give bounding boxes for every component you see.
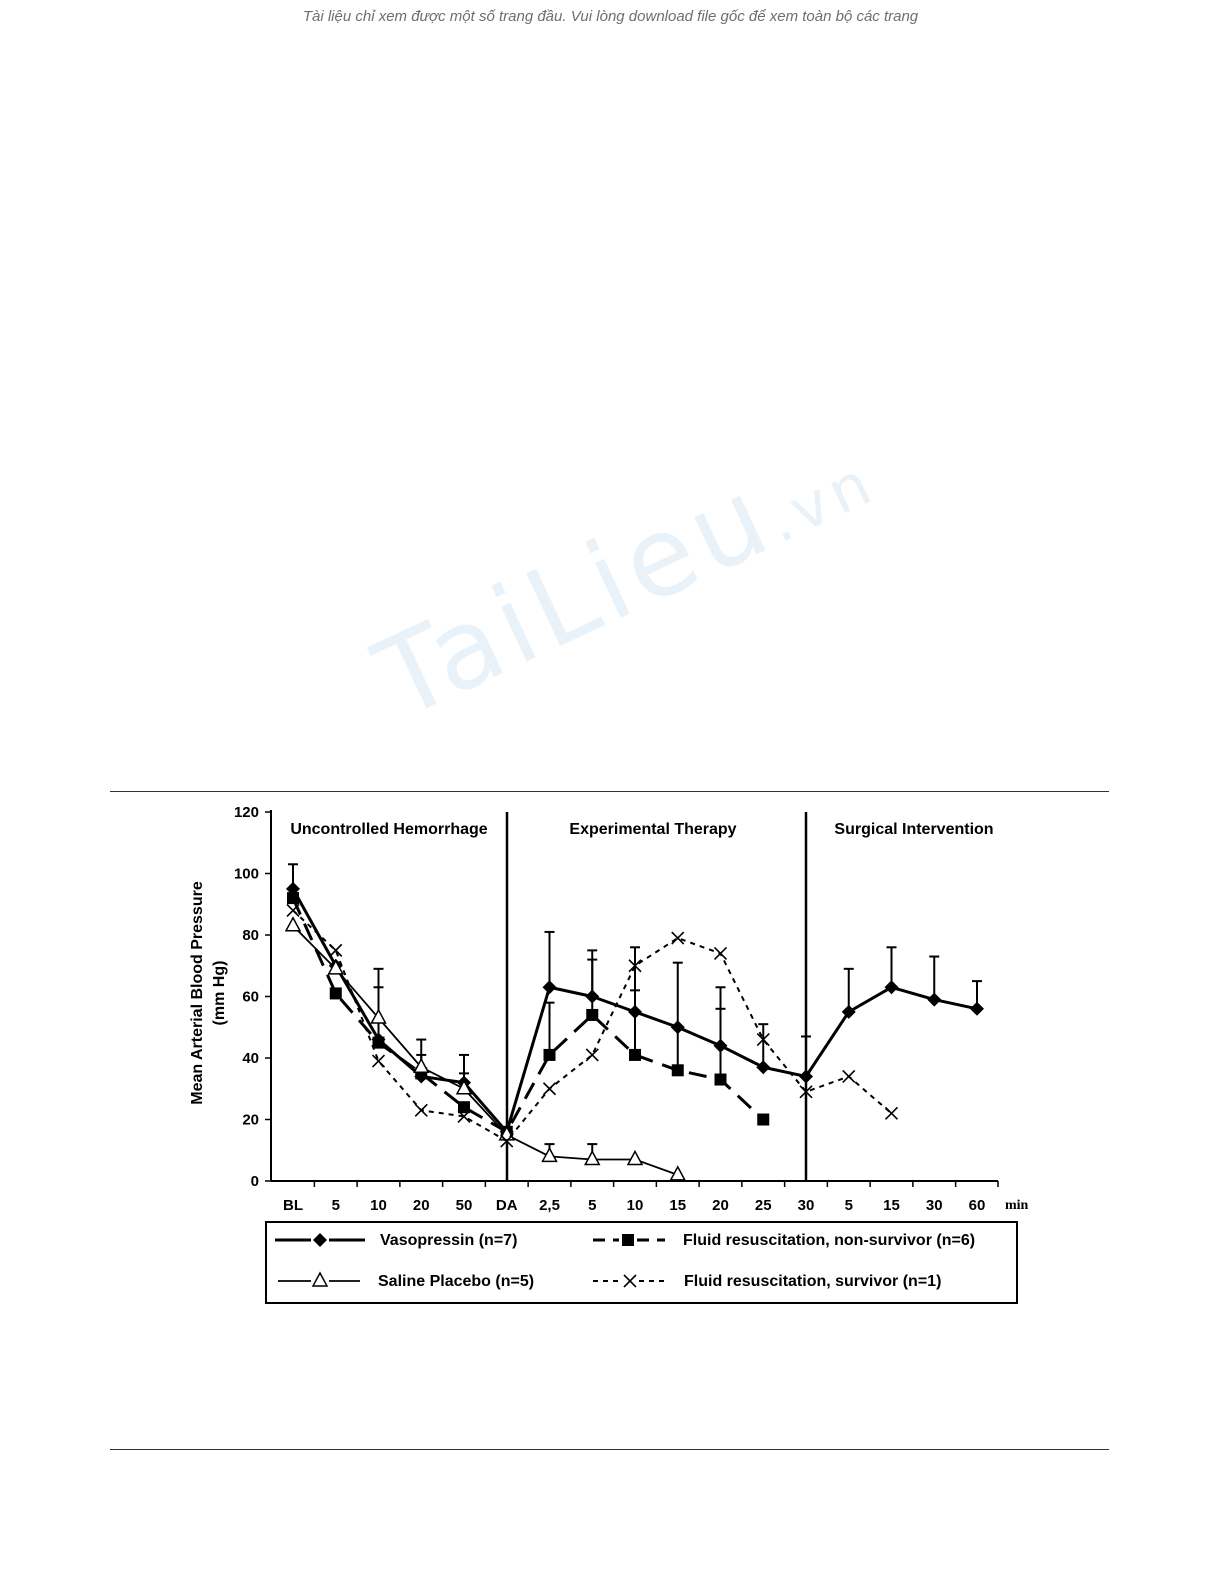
data-point	[885, 980, 899, 994]
y-tick-label: 40	[242, 1050, 259, 1067]
x-tick-label: 5	[331, 1197, 340, 1214]
data-point	[373, 1055, 385, 1067]
data-point	[672, 932, 684, 944]
y-tick-label: 0	[250, 1173, 259, 1190]
data-point	[286, 918, 300, 931]
data-point	[415, 1104, 427, 1116]
data-point	[715, 1074, 727, 1086]
data-point	[970, 1002, 984, 1016]
legend-label: Fluid resuscitation, non-survivor (n=6)	[683, 1232, 976, 1249]
series-2	[287, 892, 769, 1138]
data-point	[544, 1049, 556, 1061]
data-point	[927, 993, 941, 1007]
data-point	[886, 1107, 898, 1119]
data-point	[628, 1151, 642, 1164]
y-tick-label: 80	[242, 927, 259, 944]
data-point	[585, 1151, 599, 1164]
legend-swatch-marker	[622, 1234, 634, 1246]
data-point	[715, 947, 727, 959]
y-tick-label: 20	[242, 1111, 259, 1129]
series-3	[286, 918, 685, 1180]
x-tick-label: DA	[495, 1197, 518, 1214]
phase-label: Surgical Intervention	[834, 821, 994, 838]
x-tick-label: 50	[455, 1197, 473, 1214]
x-tick-label: 2,5	[539, 1197, 560, 1214]
y-tick-label: 100	[233, 865, 259, 883]
phase-label: Uncontrolled Hemorrhage	[290, 821, 488, 838]
x-tick-label: 30	[925, 1197, 943, 1214]
y-axis-label: Mean Arterial Blood Pressure	[189, 881, 206, 1105]
data-point	[672, 1064, 684, 1076]
x-tick-label: 60	[968, 1197, 986, 1214]
data-point	[287, 892, 299, 904]
data-point	[373, 1037, 385, 1049]
x-axis-unit-label: min	[1005, 1198, 1029, 1213]
phase-dividers	[290, 812, 993, 1181]
data-point	[330, 987, 342, 999]
series-line	[293, 926, 678, 1175]
data-point	[544, 1083, 556, 1095]
page-banner: Tài liệu chỉ xem được một số trang đầu. Vui lòng download file gốc để xem toàn bộ các trang	[302, 8, 919, 25]
legend-label: Saline Placebo (n=5)	[378, 1273, 535, 1290]
data-point	[629, 1049, 641, 1061]
watermark-logo: TaiLieu.vn	[357, 446, 887, 744]
legend	[266, 1222, 1017, 1303]
x-tick-label: 15	[883, 1197, 900, 1214]
x-tick-label: 5	[588, 1197, 597, 1214]
data-point	[757, 1114, 769, 1126]
phase-label: Experimental Therapy	[569, 821, 737, 838]
data-point	[330, 944, 342, 956]
axes	[189, 804, 1029, 1214]
data-point	[586, 1009, 598, 1021]
data-point	[543, 980, 557, 994]
data-point	[843, 1070, 855, 1082]
x-tick-label: 25	[754, 1197, 772, 1214]
x-tick-label: 30	[797, 1197, 815, 1214]
series-line	[293, 910, 892, 1141]
data-point	[756, 1060, 770, 1074]
y-tick-label: 60	[242, 988, 259, 1006]
x-tick-label: BL	[283, 1197, 303, 1214]
x-tick-label: 10	[626, 1197, 644, 1214]
legend-label: Vasopressin (n=7)	[380, 1232, 518, 1249]
y-tick-label: 120	[233, 804, 259, 821]
y-axis-unit-label: (mm Hg)	[211, 960, 228, 1026]
series-layer	[286, 864, 984, 1180]
x-tick-label: 15	[669, 1197, 687, 1214]
x-tick-label: 20	[712, 1197, 729, 1214]
data-point	[586, 1049, 598, 1061]
x-tick-label: 5	[844, 1197, 853, 1214]
x-tick-label: 20	[412, 1197, 430, 1214]
legend-label: Fluid resuscitation, survivor (n=1)	[684, 1273, 942, 1290]
x-tick-label: 10	[370, 1197, 387, 1214]
